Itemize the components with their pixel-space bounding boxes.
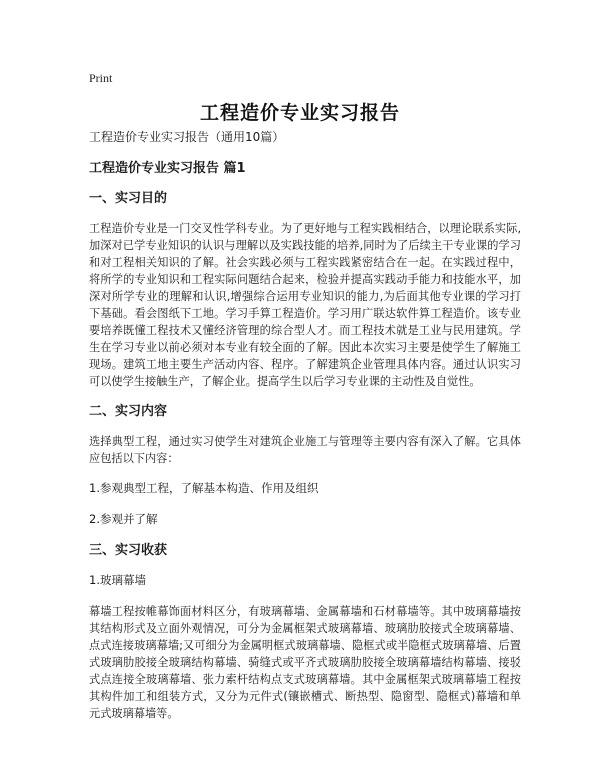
article-title: 工程造价专业实习报告 篇1 xyxy=(89,161,246,176)
section-paragraph-content: 选择典型工程，通过实习使学生对建筑企业施工与管理等主要内容有深入了解。它具体应包括以下内容： xyxy=(89,435,521,465)
section-paragraph-purpose: 工程造价专业是一门交叉性学科专业。为了更好地与工程实践相结合，以理论联系实际,加深对已学专业知识的认识与理解以及实践技能的培养,同时为了后续主干专业课的学习和对工程相关知识的了解。社会实践必须与工程实践紧密结合在一起。在实践过程中，将所学的专业知识和工程实际问题结合起来，检验并提高实践动手能力和技能水平，加深对所学专业的理解和认识,增强综合运用专业知识的能力,为后面其他专业课的学习打下基础。看会图纸下工地。学习手算工程造价。学习用广联达软件算工程造价。该专业要培养既懂工程技术又懂经济管理的综合型人才。而工程技术就是工业与民用建筑。学生在学习专业以前必须对本专业有较全面的了解。因此本次实习主要是使学生了解施工现场。建筑工地主要生产活动内容、程序。了解建筑企业管理具体内容。通过认识实习可以使学生接触生产，了解企业。提高学生以后学习专业课的主动性及自觉性。 xyxy=(89,222,521,388)
subsection-heading-glass-curtain-wall: 1.玻璃幕墙 xyxy=(89,573,146,587)
section-heading-gains: 三、实习收获 xyxy=(89,543,168,558)
section-paragraph-gains: 幕墙工程按帷幕饰面材料区分，有玻璃幕墙、金属幕墙和石材幕墙等。其中玻璃幕墙按其结构形式及立面外观情况，可分为金属框架式玻璃幕墙、玻璃肋胶接式全玻璃幕墙、点式连接玻璃幕墙;又可细分为金属明框式玻璃幕墙、隐框式或半隐框式玻璃幕墙、后置式玻璃肋胶接全玻璃结构幕墙、骑缝式或平齐式玻璃肋胶接全玻璃幕墙结构幕墙、接驳式点连接全玻璃幕墙、张力索杆结构点支式玻璃幕墙。其中金属框架式玻璃幕墙工程按其构件加工和组装方式，又分为元件式(镶嵌槽式、断热型、隐窗型、隐框式)幕墙和单元式玻璃幕墙等。 xyxy=(89,605,521,720)
document-body xyxy=(89,128,521,735)
document-title: 工程造价专业实习报告 xyxy=(199,102,400,124)
list-item: 2.参观并了解 xyxy=(89,512,158,526)
section-heading-content: 二、实习内容 xyxy=(89,404,168,419)
document-subtitle: 工程造价专业实习报告（通用10篇） xyxy=(89,130,285,144)
list-item: 1.参观典型工程，了解基本构造、作用及组织 xyxy=(89,481,319,495)
print-label[interactable]: Print xyxy=(89,71,113,85)
section-heading-purpose: 一、实习目的 xyxy=(89,191,168,206)
